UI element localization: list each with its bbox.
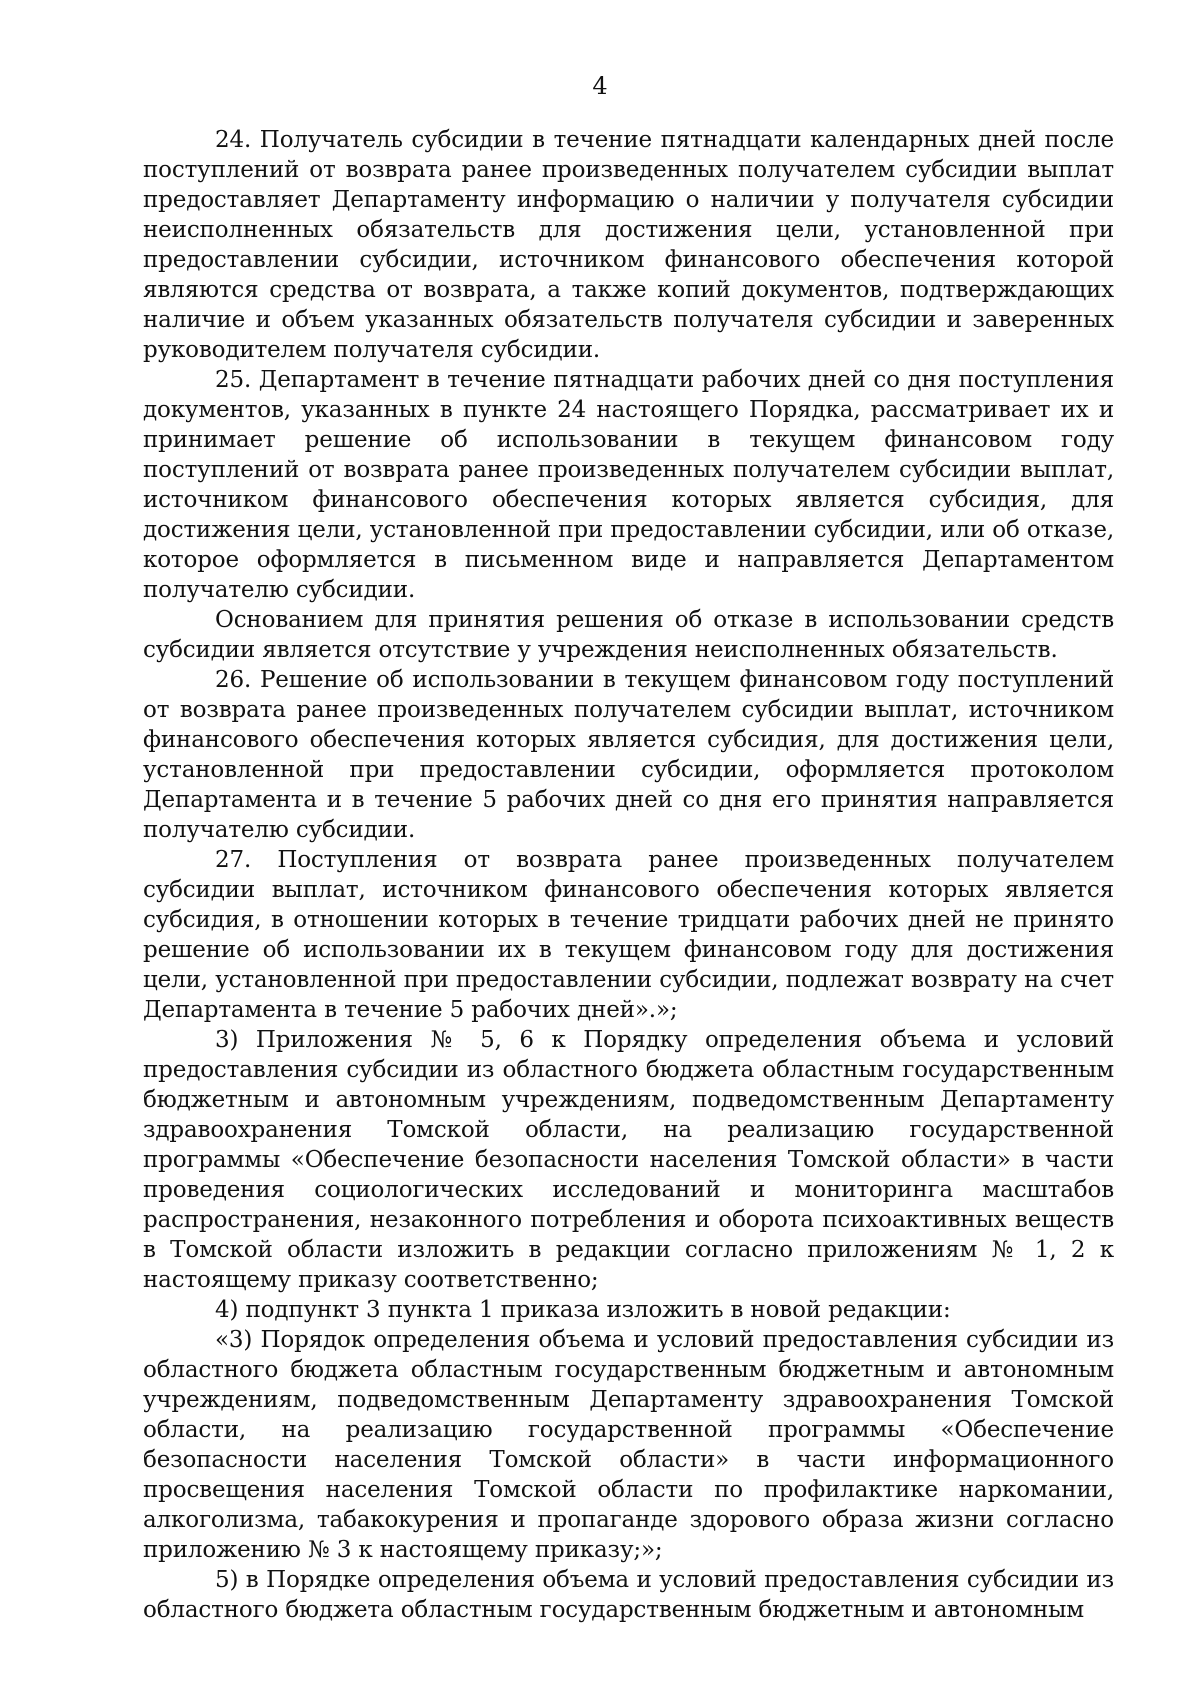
paragraph-item-3: 3) Приложения № 5, 6 к Порядку определения объема и условий предоставления субсидии из областного бюджета областным государственным бюджетным и автономным учреждениям, подведомственным Департаменту здравоохранения Томской области, на реализацию государственной программы «Обеспечение безопасности населения Томской области» в части проведения социологических исследований и мониторинга масштабов распространения, незаконного потребления и оборота психоактивных веществ в Томской области изложить в редакции согласно приложениям № 1, 2 к настоящему приказу соответственно; xyxy=(143,1027,1114,1293)
page-number: 4 xyxy=(592,72,608,100)
paragraph-26: 26. Решение об использовании в текущем финансовом году поступлений от возврата ранее произведенных получателем субсидии выплат, источником финансового обеспечения которых является субсидия, для достижения цели, установленной при предоставлении субсидии, оформляется протоколом Департамента и в течение 5 рабочих дней со дня его принятия направляется получателю субсидии. xyxy=(143,667,1114,843)
paragraph-item-4: 4) подпункт 3 пункта 1 приказа изложить в новой редакции: xyxy=(215,1297,951,1323)
document-body xyxy=(143,125,1114,1625)
paragraph-24: 24. Получатель субсидии в течение пятнадцати календарных дней после поступлений от возврата ранее произведенных получателем субсидии выплат предоставляет Департаменту информацию о наличии у получателя субсидии неисполненных обязательств для достижения цели, установленной при предоставлении субсидии, источником финансового обеспечения которой являются средства от возврата, а также копий документов, подтверждающих наличие и объем указанных обязательств получателя субсидии и заверенных руководителем получателя субсидии. xyxy=(143,127,1114,363)
paragraph-refusal-basis: Основанием для принятия решения об отказе в использовании средств субсидии является отсутствие у учреждения неисполненных обязательств. xyxy=(143,607,1114,663)
paragraph-item-5: 5) в Порядке определения объема и условий предоставления субсидии из областного бюджета областным государственным бюджетным и автономным xyxy=(143,1567,1114,1623)
paragraph-quoted-3: «3) Порядок определения объема и условий предоставления субсидии из областного бюджета областным государственным бюджетным и автономным учреждениям, подведомственным Департаменту здравоохранения Томской области, на реализацию государственной программы «Обеспечение безопасности населения Томской области» в части информационного просвещения населения Томской области по профилактике наркомании, алкоголизма, табакокурения и пропаганде здорового образа жизни согласно приложению № 3 к настоящему приказу;»; xyxy=(143,1327,1114,1563)
paragraph-25: 25. Департамент в течение пятнадцати рабочих дней со дня поступления документов, указанных в пункте 24 настоящего Порядка, рассматривает их и принимает решение об использовании в текущем финансовом году поступлений от возврата ранее произведенных получателем субсидии выплат, источником финансового обеспечения которых является субсидия, для достижения цели, установленной при предоставлении субсидии, или об отказе, которое оформляется в письменном виде и направляется Департаментом получателю субсидии. xyxy=(143,367,1114,603)
paragraph-27: 27. Поступления от возврата ранее произведенных получателем субсидии выплат, источником финансового обеспечения которых является субсидия, в отношении которых в течение тридцати рабочих дней не принято решение об использовании их в текущем финансовом году для достижения цели, установленной при предоставлении субсидии, подлежат возврату на счет Департамента в течение 5 рабочих дней».»; xyxy=(143,847,1114,1023)
